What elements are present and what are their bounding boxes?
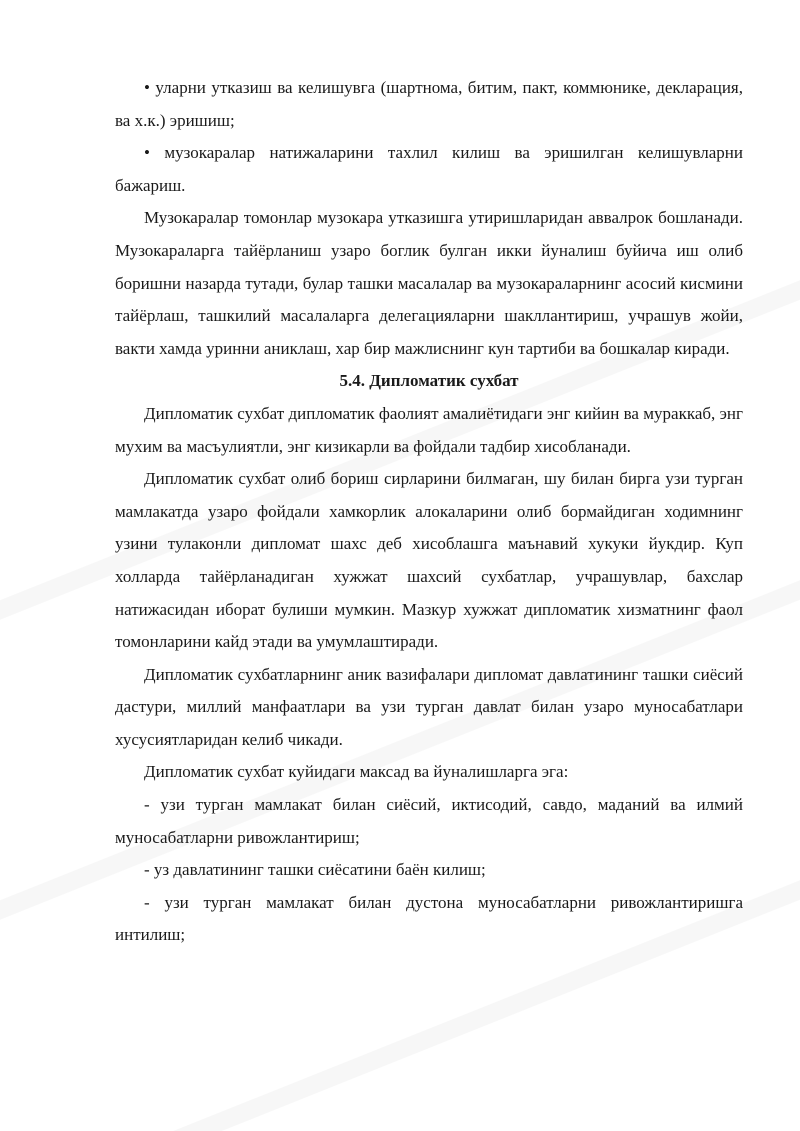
dash-list-item: - узи турган мамлакат билан сиёсий, иктисодий, савдо, маданий ва илмий муносабатларни ривожлантириш; — [115, 795, 743, 847]
section-heading: 5.4. Дипломатик сухбат — [339, 371, 519, 391]
dash-list-item: - уз давлатининг ташки сиёсатини баён килиш; — [144, 860, 486, 880]
text-body — [115, 72, 743, 952]
body-paragraph: Дипломатик сухбат олиб бориш сирларини билмаган, шу билан бирга узи турган мамлакатда узаро фойдали хамкорлик алокаларини олиб бормайдиган ходимнинг узини тулаконли дипломат шахс деб хисоблашга маънавий хукуки йукдир. Куп холларда тайёрланадиган хужжат шахсий сухбатлар, учрашувлар, бахслар натижасидан иборат булиши мумкин. Мазкур хужжат дипломатик хизматнинг фаол томонларини кайд этади ва умумлаштиради. — [115, 469, 743, 652]
body-paragraph: Музокаралар томонлар музокара утказишга утиришларидан аввалрок бошланади. Музокараларга тайёрланиш узаро боглик булган икки йуналиш буйича иш олиб боришни назарда тутади, булар ташки масалалар ва музокараларнинг асосий кисмини тайёрлаш, ташкилий масалаларга делегацияларни шакллантириш, учрашув жойи, вакти хамда уринни аниклаш, хар бир мажлиснинг кун тартиби ва бошкалар киради. — [115, 208, 743, 358]
body-paragraph: Дипломатик сухбат куйидаги максад ва йуналишларга эга: — [144, 762, 569, 782]
bullet-paragraph: • музокаралар натижаларини тахлил килиш ва эришилган келишувларни бажариш. — [115, 143, 743, 195]
body-paragraph: Дипломатик сухбат дипломатик фаолият амалиётидаги энг кийин ва мураккаб, энг мухим ва масъулиятли, энг кизикарли ва фойдали тадбир хисобланади. — [115, 403, 743, 456]
body-paragraph: Дипломатик сухбатларнинг аник вазифалари дипломат давлатининг ташки сиёсий дастури, миллий манфаатлари ва узи турган давлат билан узаро муносабатлари хусусиятларидан келиб чикади. — [115, 664, 743, 749]
bullet-paragraph: • уларни утказиш ва келишувга (шартнома, битим, пакт, коммюнике, декларация, ва х.к.) эришиш; — [115, 78, 743, 130]
dash-list-item: - узи турган мамлакат билан дустона муносабатларни ривожлантиришга интилиш; — [115, 892, 743, 945]
